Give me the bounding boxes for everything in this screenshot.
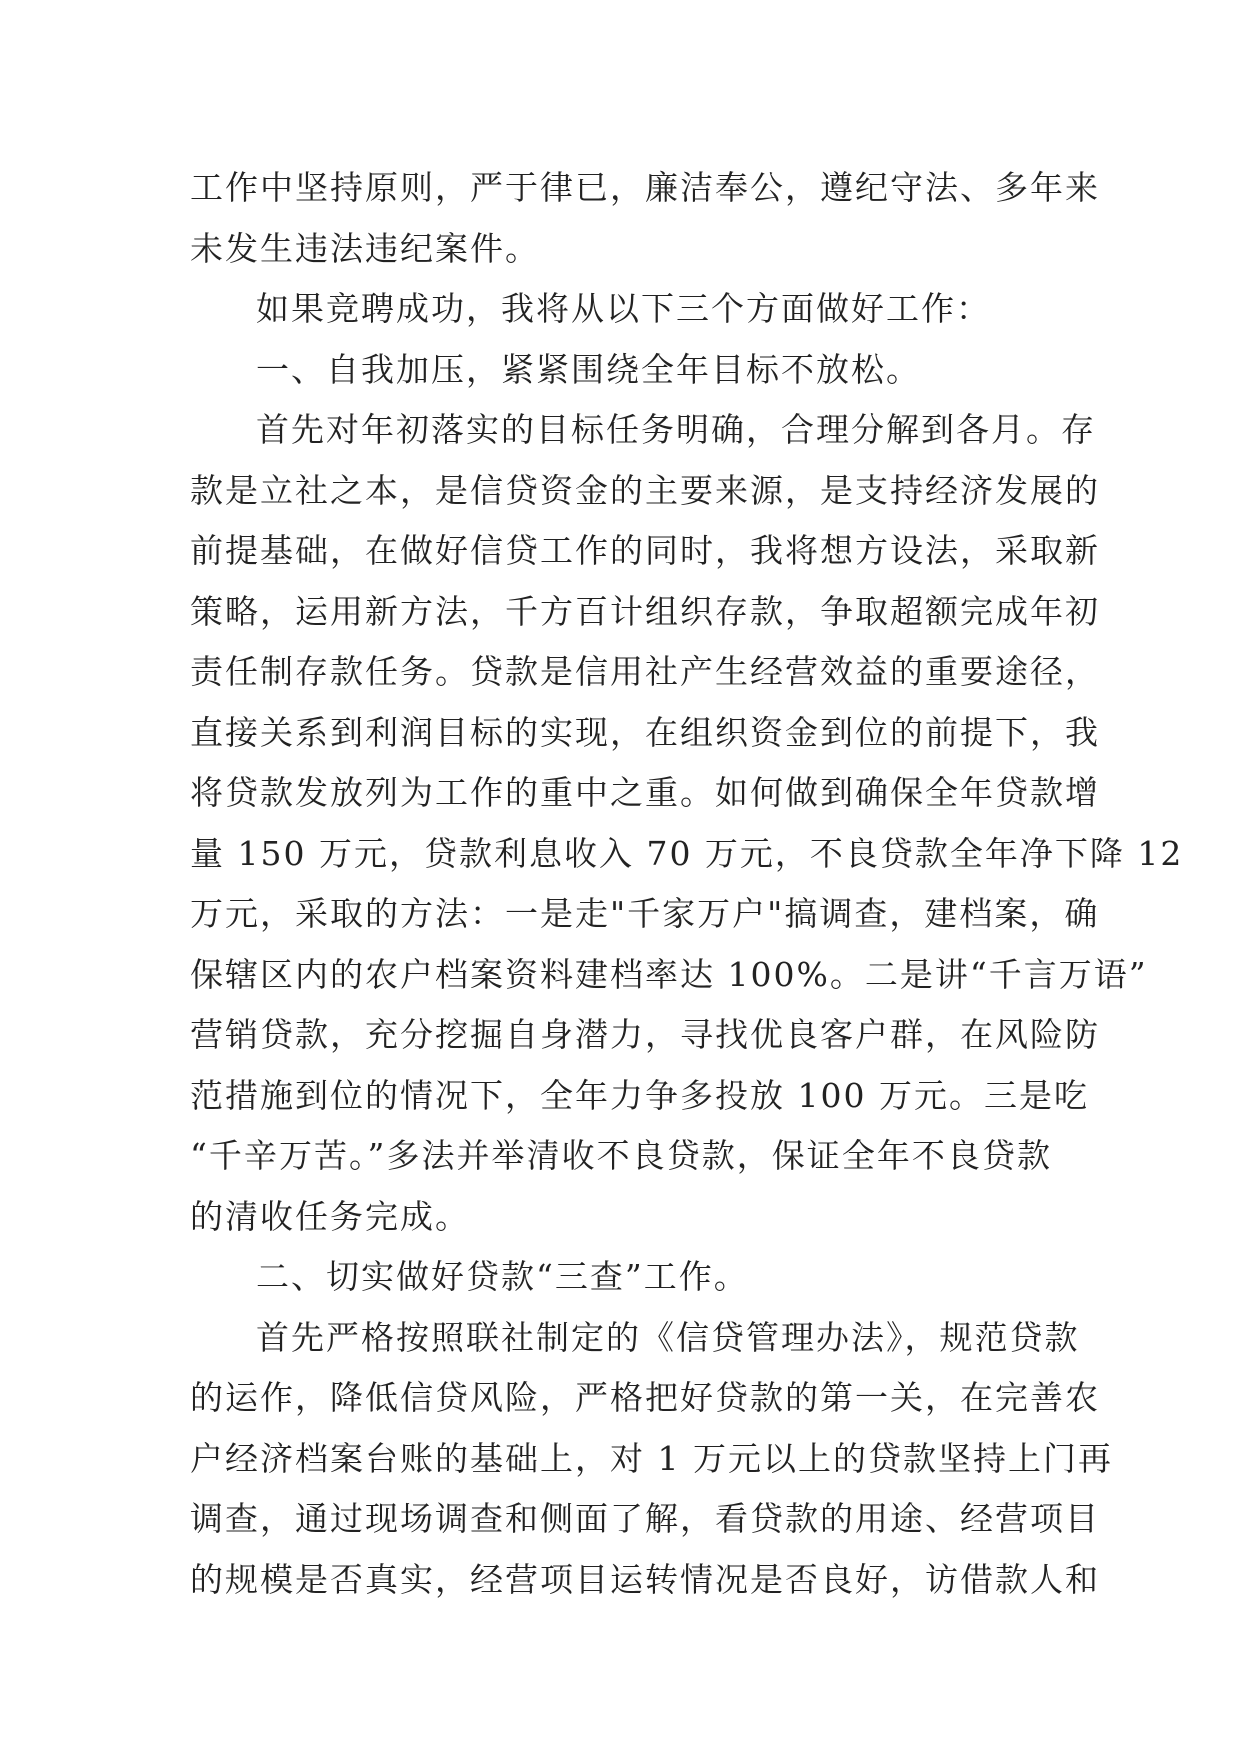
text-line: 未发生违法违纪案件。 [190, 228, 540, 268]
text-line: 首先严格按照联社制定的《信贷管理办法》，规范贷款 [256, 1317, 1080, 1357]
text-line: 首先对年初落实的目标任务明确，合理分解到各月。存 [256, 410, 1096, 449]
text-line: 户经济档案台账的基础上，对 1 万元以上的贷款坚持上门再 [190, 1438, 1113, 1478]
section-heading-one: 一、自我加压，紧紧围绕全年目标不放松。 [256, 349, 921, 389]
text-line: 量 150 万元，贷款利息收入 70 万元，不良贷款全年净下降 12 [190, 833, 1184, 873]
text-line: 将贷款发放列为工作的重中之重。如何做到确保全年贷款增 [190, 773, 1100, 812]
text-line: 的运作，降低信贷风险，严格把好贷款的第一关，在完善农 [190, 1378, 1100, 1417]
text-line: 营销贷款，充分挖掘自身潜力，寻找优良客户群，在风险防 [190, 1015, 1100, 1054]
text-line: 工作中坚持原则，严于律已，廉洁奉公，遵纪守法、多年来 [190, 168, 1100, 207]
text-line: 万元，采取的方法：一是走"千家万户"搞调查，建档案，确 [190, 894, 1100, 933]
paragraph-intro: 如果竞聘成功，我将从以下三个方面做好工作： [256, 289, 991, 328]
document-body [190, 158, 1184, 1610]
text-line: 范措施到位的情况下，全年力争多投放 100 万元。三是吃 [190, 1075, 1089, 1115]
text-line: 保辖区内的农户档案资料建档率达 100%。二是讲“千言万语” [190, 954, 1148, 994]
text-line: 直接关系到利润目标的实现，在组织资金到位的前提下，我 [190, 712, 1100, 752]
text-line: “千辛万苦。”多法并举清收不良贷款，保证全年不良贷款 [190, 1136, 1052, 1175]
text-line: 前提基础，在做好信贷工作的同时，我将想方设法，采取新 [190, 531, 1100, 570]
text-line: 的规模是否真实，经营项目运转情况是否良好，访借款人和 [190, 1559, 1100, 1599]
text-line: 的清收任务完成。 [190, 1196, 470, 1236]
section-heading-two: 二、切实做好贷款“三查”工作。 [256, 1257, 749, 1296]
text-line: 责任制存款任务。贷款是信用社产生经营效益的重要途径， [190, 652, 1100, 691]
text-line: 调查，通过现场调查和侧面了解，看贷款的用途、经营项目 [190, 1499, 1100, 1538]
text-line: 款是立社之本，是信贷资金的主要来源，是支持经济发展的 [190, 470, 1100, 510]
text-line: 策略，运用新方法，千方百计组织存款，争取超额完成年初 [190, 591, 1100, 631]
